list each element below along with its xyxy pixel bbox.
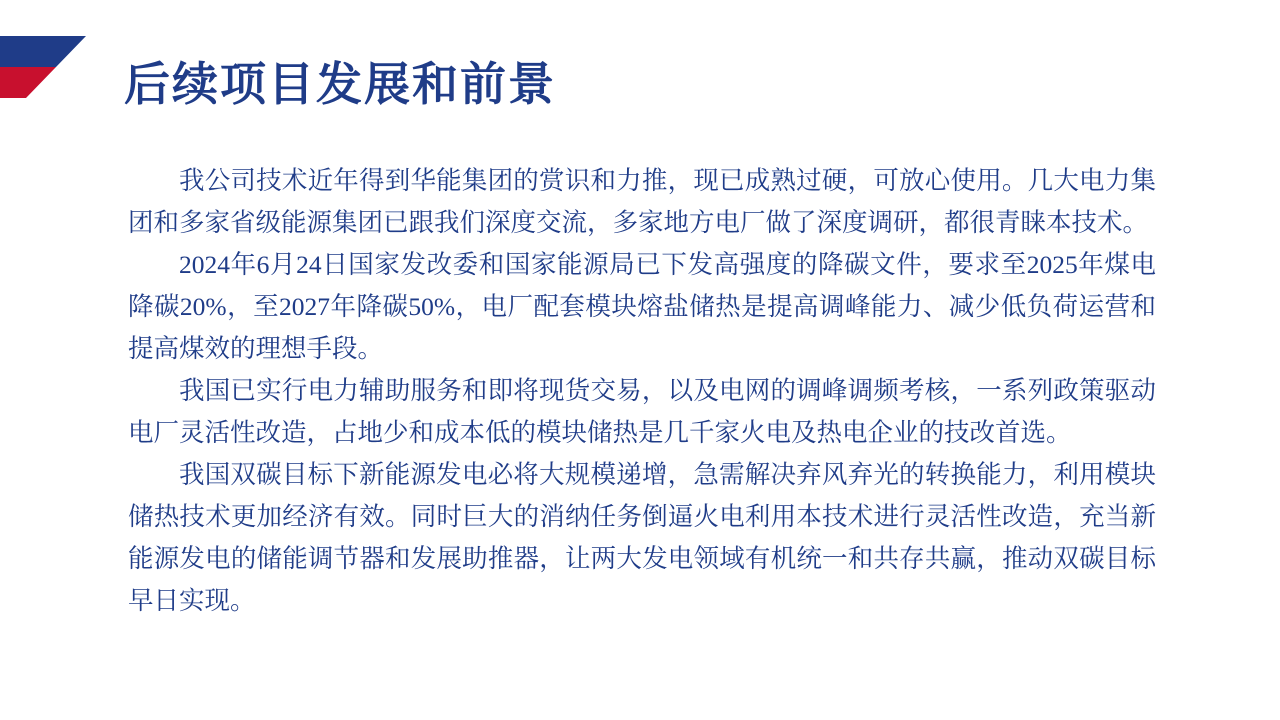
decorative-flag-icon — [0, 36, 86, 98]
body-content — [128, 160, 1156, 622]
flag-blue-band — [0, 36, 86, 67]
paragraph-1: 我公司技术近年得到华能集团的赏识和力推，现已成熟过硬，可放心使用。几大电力集团和多家省级能源集团已跟我们深度交流，多家地方电厂做了深度调研，都很青睐本技术。 — [128, 166, 1156, 237]
paragraph-3: 我国已实行电力辅助服务和即将现货交易，以及电网的调峰调频考核，一系列政策驱动电厂灵活性改造，占地少和成本低的模块储热是几千家火电及热电企业的技改首选。 — [128, 376, 1156, 447]
paragraph-2: 2024年6月24日国家发改委和国家能源局已下发高强度的降碳文件，要求至2025年煤电降碳20%，至2027年降碳50%，电厂配套模块熔盐储热是提高调峰能力、减少低负荷运营和提高煤效的理想手段。 — [128, 250, 1156, 363]
page-title: 后续项目发展和前景 — [124, 58, 556, 110]
flag-red-band — [0, 67, 86, 98]
paragraph-4: 我国双碳目标下新能源发电必将大规模递增，急需解决弃风弃光的转换能力，利用模块储热技术更加经济有效。同时巨大的消纳任务倒逼火电利用本技术进行灵活性改造，充当新能源发电的储能调节器和发展助推器，让两大发电领域有机统一和共存共赢，推动双碳目标早日实现。 — [128, 460, 1156, 615]
